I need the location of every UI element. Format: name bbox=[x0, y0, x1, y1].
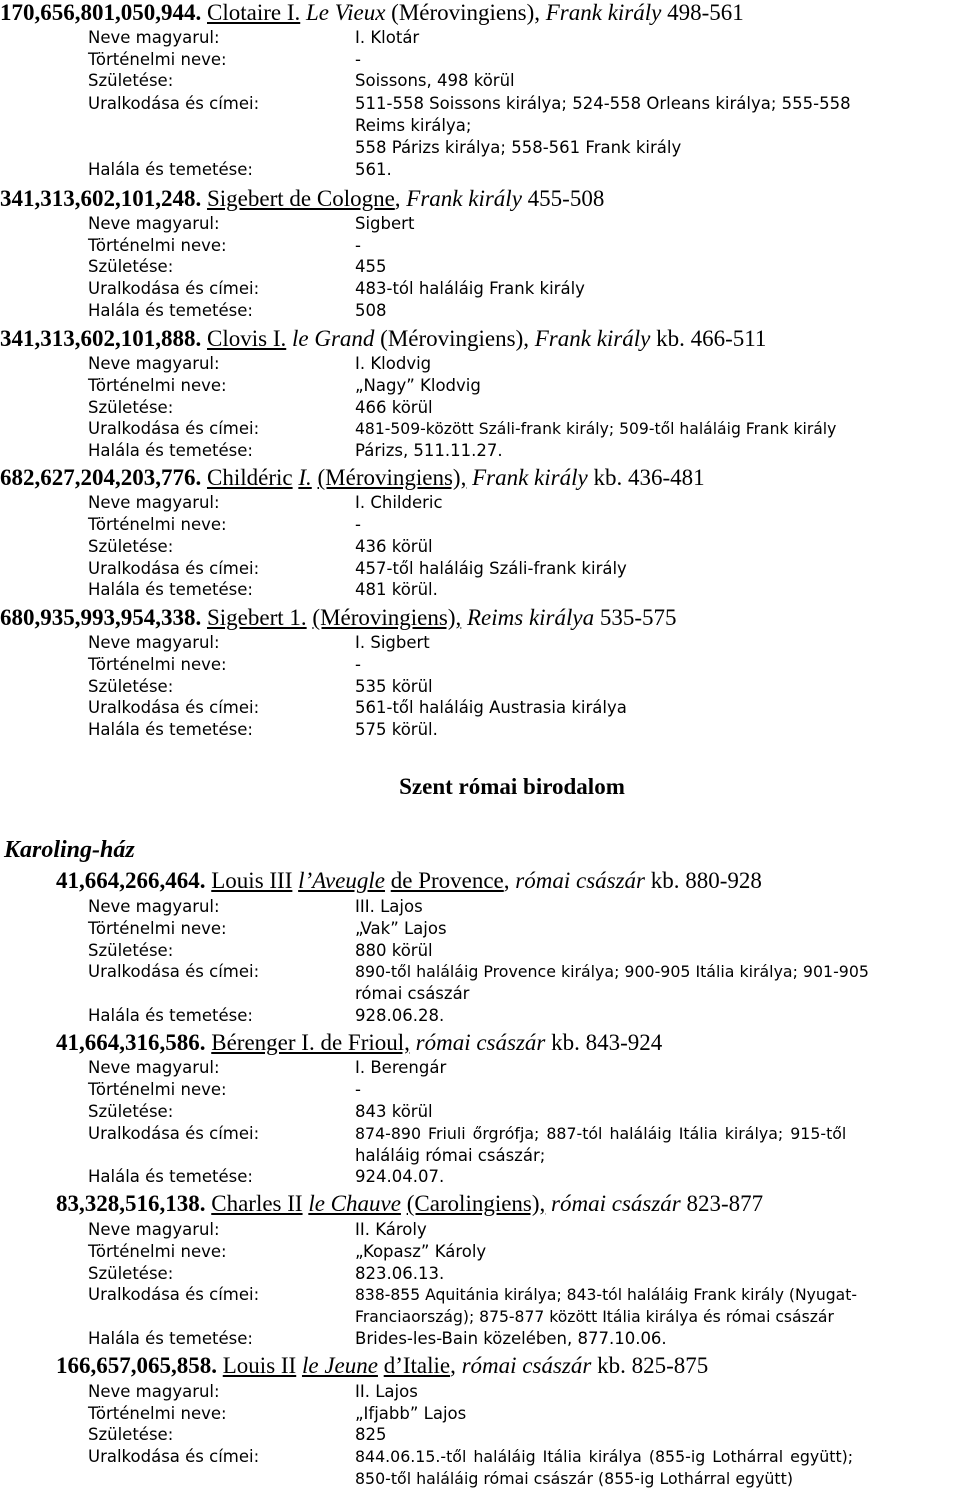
epithet: le Grand bbox=[291, 326, 375, 351]
epithet[interactable]: le Chauve bbox=[308, 1191, 401, 1216]
field-label: Neve magyarul: bbox=[88, 214, 220, 233]
field-value-line: 511-558 Soissons királya; 524-558 Orleans királya; 555-558 bbox=[355, 94, 851, 113]
field-label: Uralkodása és címei: bbox=[88, 419, 260, 438]
field-value: I. Klotár bbox=[355, 28, 420, 47]
field-value: „Ifjabb” Lajos bbox=[355, 1404, 467, 1423]
field-value-line: 844.06.15.-től haláláig Itália királya (855-ig Lothárral együtt); bbox=[355, 1447, 854, 1466]
years: kb. 436-481 bbox=[593, 465, 705, 490]
field-label: Uralkodása és címei: bbox=[88, 1285, 260, 1304]
field-label: Születése: bbox=[88, 257, 174, 276]
field-value: 924.04.07. bbox=[355, 1167, 445, 1186]
person-link[interactable]: Childéric bbox=[207, 465, 293, 490]
person-link[interactable]: Louis III bbox=[211, 868, 293, 893]
years: kb. 880-928 bbox=[650, 868, 762, 893]
field-label: Neve magyarul: bbox=[88, 1220, 220, 1239]
field-label: Uralkodása és címei: bbox=[88, 1447, 260, 1466]
field-label: Születése: bbox=[88, 1264, 174, 1283]
entry-heading: 341,313,602,101,248. Sigebert de Cologne, Frank király 455-508 bbox=[0, 186, 605, 211]
person-link[interactable]: Clovis I. bbox=[207, 326, 287, 351]
entry-heading bbox=[56, 1192, 763, 1216]
field-value-line: 558 Párizs királya; 558-561 Frank király bbox=[355, 138, 682, 157]
field-label: Uralkodása és címei: bbox=[88, 962, 260, 981]
field-label: Neve magyarul: bbox=[88, 28, 220, 47]
field-value-line: Franciaország); 875-877 között Itália királya és római császár bbox=[355, 1308, 834, 1326]
field-label: Születése: bbox=[88, 677, 174, 696]
entry-number: 170,656,801,050,944. bbox=[0, 0, 202, 25]
entry-heading: 166,657,065,858. Louis II le Jeune d’Italie, római császár kb. 825-875 bbox=[56, 1353, 709, 1378]
field-label: Történelmi neve: bbox=[88, 1080, 227, 1099]
entry-number: 166,657,065,858. bbox=[56, 1353, 217, 1378]
field-value-line: 874-890 Friuli őrgrófja; 887-tól haláláig Itália királya; 915-től bbox=[355, 1124, 847, 1143]
field-value-line: Reims királya; bbox=[355, 116, 472, 135]
field-value: Sigbert bbox=[355, 214, 415, 233]
field-value: - bbox=[355, 236, 361, 255]
field-label: Neve magyarul: bbox=[88, 354, 220, 373]
field-value: 455 bbox=[355, 257, 387, 276]
field-value: I. Sigbert bbox=[355, 633, 430, 652]
field-label: Halála és temetése: bbox=[88, 1167, 253, 1186]
field-value: - bbox=[355, 50, 361, 69]
field-label: Születése: bbox=[88, 398, 174, 417]
person-link-suffix[interactable]: de Provence bbox=[390, 868, 504, 893]
house[interactable]: (Carolingiens), bbox=[406, 1191, 546, 1216]
field-value: 825 bbox=[355, 1425, 387, 1444]
field-label: Neve magyarul: bbox=[88, 897, 220, 916]
field-label: Neve magyarul: bbox=[88, 493, 220, 512]
field-value: Párizs, 511.11.27. bbox=[355, 441, 503, 460]
epithet[interactable]: l’Aveugle bbox=[298, 868, 385, 893]
field-label: Születése: bbox=[88, 941, 174, 960]
field-label: Történelmi neve: bbox=[88, 1404, 227, 1423]
house[interactable]: (Mérovingiens), bbox=[312, 605, 462, 630]
field-label: Uralkodása és címei: bbox=[88, 279, 260, 298]
field-value-line: haláláig római császár; bbox=[355, 1146, 546, 1165]
years: 535-575 bbox=[599, 605, 677, 630]
field-value: - bbox=[355, 1080, 361, 1099]
field-label: Neve magyarul: bbox=[88, 1058, 220, 1077]
field-value: „Vak” Lajos bbox=[355, 919, 447, 938]
years: kb. 466-511 bbox=[656, 326, 767, 351]
title: Frank király bbox=[406, 186, 522, 211]
field-value: II. Károly bbox=[355, 1220, 427, 1239]
field-label: Halála és temetése: bbox=[88, 1329, 253, 1348]
field-value: 843 körül bbox=[355, 1102, 433, 1121]
field-value: 436 körül bbox=[355, 537, 433, 556]
title: római császár bbox=[461, 1353, 592, 1378]
dynasty-heading: Karoling-ház bbox=[4, 837, 135, 863]
field-value-line: 850-től haláláig római császár (855-ig Lothárral együtt) bbox=[355, 1469, 793, 1488]
entry-number: 41,664,316,586. bbox=[56, 1030, 206, 1055]
field-value: 481-509-között Száli-frank király; 509-től haláláig Frank király bbox=[355, 420, 837, 438]
field-value: 561-től haláláig Austrasia királya bbox=[355, 698, 627, 717]
years: kb. 843-924 bbox=[551, 1030, 663, 1055]
field-label: Történelmi neve: bbox=[88, 50, 227, 69]
field-value: Brides-les-Bain közelében, 877.10.06. bbox=[355, 1329, 667, 1348]
section-title: Szent római birodalom bbox=[399, 774, 625, 799]
field-value: 457-től haláláig Száli-frank király bbox=[355, 559, 627, 578]
field-value: „Kopasz” Károly bbox=[355, 1242, 487, 1261]
field-value: 575 körül. bbox=[355, 720, 438, 739]
title: Frank király bbox=[534, 326, 651, 351]
field-value: 483-tól haláláig Frank király bbox=[355, 279, 585, 298]
house: (Mérovingiens), bbox=[380, 326, 529, 351]
entry-heading bbox=[56, 1031, 662, 1055]
years: kb. 825-875 bbox=[597, 1353, 709, 1378]
field-value-line: 890-től haláláig Provence királya; 900-905 Itália királya; 901-905 bbox=[355, 962, 869, 981]
person-link[interactable]: Sigebert de Cologne bbox=[207, 186, 395, 211]
field-value: III. Lajos bbox=[355, 897, 423, 916]
field-label: Születése: bbox=[88, 537, 174, 556]
field-value-line: 838-855 Aquitánia királya; 843-tól haláláig Frank király (Nyugat- bbox=[355, 1286, 857, 1304]
years: 498-561 bbox=[667, 0, 744, 25]
field-value: 880 körül bbox=[355, 941, 433, 960]
entry-number: 41,664,266,464. bbox=[56, 868, 206, 893]
field-label: Történelmi neve: bbox=[88, 515, 227, 534]
entry-heading: 41,664,266,464. Louis III l’Aveugle de Provence, római császár kb. 880-928 bbox=[56, 868, 762, 893]
title: római császár bbox=[415, 1030, 546, 1055]
entry-heading bbox=[0, 327, 766, 351]
ordinal[interactable]: I. bbox=[298, 465, 312, 490]
field-label: Történelmi neve: bbox=[88, 1242, 227, 1261]
entry-heading bbox=[0, 466, 705, 490]
entry-number: 341,313,602,101,248. bbox=[0, 186, 202, 211]
field-label: Uralkodása és címei: bbox=[88, 698, 260, 717]
field-value: - bbox=[355, 515, 361, 534]
entry-heading bbox=[0, 606, 677, 630]
field-value: 823.06.13. bbox=[355, 1264, 445, 1283]
field-label: Halála és temetése: bbox=[88, 1006, 253, 1025]
person-link[interactable]: Sigebert 1. bbox=[207, 605, 307, 630]
field-value: 508 bbox=[355, 301, 387, 320]
years: 823-877 bbox=[686, 1191, 764, 1216]
field-value-line: római császár bbox=[355, 984, 470, 1003]
house: (Mérovingiens), bbox=[391, 0, 540, 25]
person-link[interactable]: Louis II bbox=[222, 1353, 297, 1378]
title: Frank király bbox=[545, 0, 662, 25]
field-value: „Nagy” Klodvig bbox=[355, 376, 481, 395]
field-label: Neve magyarul: bbox=[88, 1382, 220, 1401]
field-value: - bbox=[355, 655, 361, 674]
field-value: 466 körül bbox=[355, 398, 433, 417]
field-label: Születése: bbox=[88, 1102, 174, 1121]
entry-number: 83,328,516,138. bbox=[56, 1191, 206, 1216]
field-label: Halála és temetése: bbox=[88, 580, 253, 599]
field-label: Neve magyarul: bbox=[88, 633, 220, 652]
field-value: I. Klodvig bbox=[355, 354, 432, 373]
person-link[interactable]: Clotaire I. bbox=[207, 0, 301, 25]
title: Frank király bbox=[472, 465, 588, 490]
field-label: Születése: bbox=[88, 1425, 174, 1444]
title: római császár bbox=[515, 868, 645, 893]
person-link-suffix[interactable]: d’Italie bbox=[383, 1353, 451, 1378]
entry-number: 680,935,993,954,338. bbox=[0, 605, 202, 630]
field-value: 928.06.28. bbox=[355, 1006, 445, 1025]
field-label: Történelmi neve: bbox=[88, 655, 227, 674]
field-label: Születése: bbox=[88, 71, 174, 90]
field-label: Történelmi neve: bbox=[88, 236, 227, 255]
person-link[interactable]: Charles II bbox=[211, 1191, 303, 1216]
field-label: Uralkodása és címei: bbox=[88, 559, 260, 578]
field-value: I. Childeric bbox=[355, 493, 443, 512]
field-label: Halála és temetése: bbox=[88, 441, 253, 460]
field-label: Uralkodása és címei: bbox=[88, 94, 260, 113]
title: római császár bbox=[551, 1191, 681, 1216]
field-value: I. Berengár bbox=[355, 1058, 447, 1077]
field-value: 561. bbox=[355, 160, 392, 179]
entry-number: 682,627,204,203,776. bbox=[0, 465, 202, 490]
house[interactable]: (Mérovingiens), bbox=[317, 465, 467, 490]
years: 455-508 bbox=[527, 186, 605, 211]
field-label: Halála és temetése: bbox=[88, 160, 253, 179]
epithet: Le Vieux bbox=[306, 0, 386, 25]
title: Reims királya bbox=[466, 605, 595, 630]
epithet[interactable]: le Jeune bbox=[301, 1353, 378, 1378]
field-label: Halála és temetése: bbox=[88, 301, 253, 320]
field-label: Történelmi neve: bbox=[88, 919, 227, 938]
field-value: 535 körül bbox=[355, 677, 433, 696]
entry-heading bbox=[0, 1, 744, 25]
field-value: 481 körül. bbox=[355, 580, 438, 599]
field-label: Történelmi neve: bbox=[88, 376, 227, 395]
field-label: Halála és temetése: bbox=[88, 720, 253, 739]
person-link[interactable]: Bérenger I. de Frioul, bbox=[211, 1030, 410, 1055]
field-value: II. Lajos bbox=[355, 1382, 418, 1401]
field-value: Soissons, 498 körül bbox=[355, 71, 515, 90]
entry-number: 341,313,602,101,888. bbox=[0, 326, 202, 351]
field-label: Uralkodása és címei: bbox=[88, 1124, 260, 1143]
